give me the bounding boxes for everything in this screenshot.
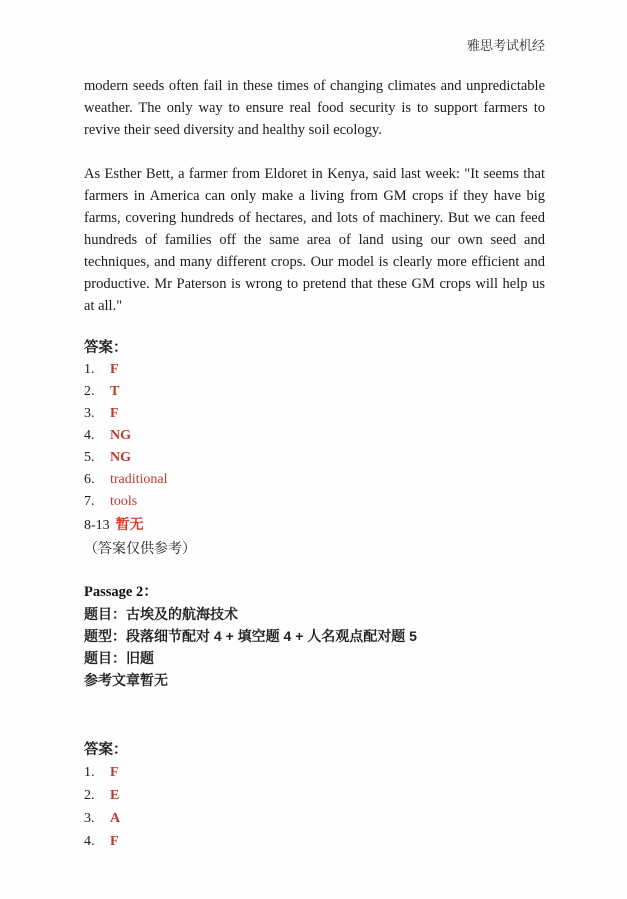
answer-number: 6. — [84, 472, 95, 487]
answer-none-label: 暂无 — [115, 516, 144, 532]
answer-number: 2. — [84, 788, 95, 803]
answer-value: F — [110, 362, 119, 377]
answer-value: NG — [110, 450, 131, 465]
answer-value: T — [110, 384, 120, 399]
answer-value: traditional — [110, 472, 168, 487]
passage-2-topic: 题目：古埃及的航海技术 — [84, 606, 238, 622]
page-header-watermark: 雅思考试机经 — [466, 38, 545, 53]
answer-item — [84, 403, 545, 425]
answer-number: 5. — [84, 450, 95, 465]
answer-number: 1. — [84, 362, 95, 377]
paragraph-seeds: modern seeds often fail in these times of changing climates and unpredictable weather. The only way to ensure real food security is to support farmers to revive their seed diversity and healthy soil ecology. — [84, 78, 545, 138]
answer-number: 4. — [84, 834, 95, 849]
answers-section-2 — [84, 739, 545, 853]
answer-item — [84, 830, 545, 853]
answer-range-item — [84, 513, 545, 537]
answer-value: F — [110, 406, 119, 421]
answer-value: E — [110, 788, 120, 803]
answer-number: 1. — [84, 765, 95, 780]
answer-item — [84, 807, 545, 830]
answers-section-1 — [84, 337, 545, 559]
answer-value: tools — [110, 494, 138, 509]
passage-2-title: Passage 2： — [84, 584, 158, 600]
answer-number: 4. — [84, 428, 95, 443]
answer-item — [84, 359, 545, 381]
answer-item — [84, 447, 545, 469]
answer-value: F — [110, 765, 119, 780]
passage-2-status: 题目：旧题 — [84, 650, 154, 666]
answer-item — [84, 469, 545, 491]
answer-value: NG — [110, 428, 131, 443]
answer-value: A — [110, 811, 121, 826]
answer-item — [84, 761, 545, 784]
answer-range: 8-13 — [84, 518, 110, 533]
answers-heading: 答案： — [84, 340, 128, 356]
answer-number: 2. — [84, 384, 95, 399]
answer-item — [84, 381, 545, 403]
answer-item — [84, 491, 545, 513]
answers-disclaimer: （答案仅供参考） — [84, 540, 196, 556]
passage-2-section — [84, 581, 545, 691]
answer-item — [84, 425, 545, 447]
answer-number: 7. — [84, 494, 95, 509]
document-content — [0, 75, 627, 853]
paragraph-esther-bett-quote: As Esther Bett, a farmer from Eldoret in Kenya, said last week: "It seems that farmers in America can only make a living from GM crops if they have big farms, covering hundreds of hectares, and lots of machinery. But we can feed hundreds of families off the same area of land using our own seed and techniques, and many different crops. Our model is clearly more efficient and productive. Mr Paterson is wrong to pretend that these GM crops will help us at all." — [84, 166, 545, 314]
answer-number: 3. — [84, 811, 95, 826]
passage-2-question-types: 题型：段落细节配对 4 + 填空题 4 + 人名观点配对题 5 — [84, 628, 417, 644]
answers-heading: 答案： — [84, 742, 128, 758]
answer-number: 3. — [84, 406, 95, 421]
passage-2-reference-note: 参考文章暂无 — [84, 672, 168, 688]
answer-item — [84, 784, 545, 807]
answer-value: F — [110, 834, 119, 849]
